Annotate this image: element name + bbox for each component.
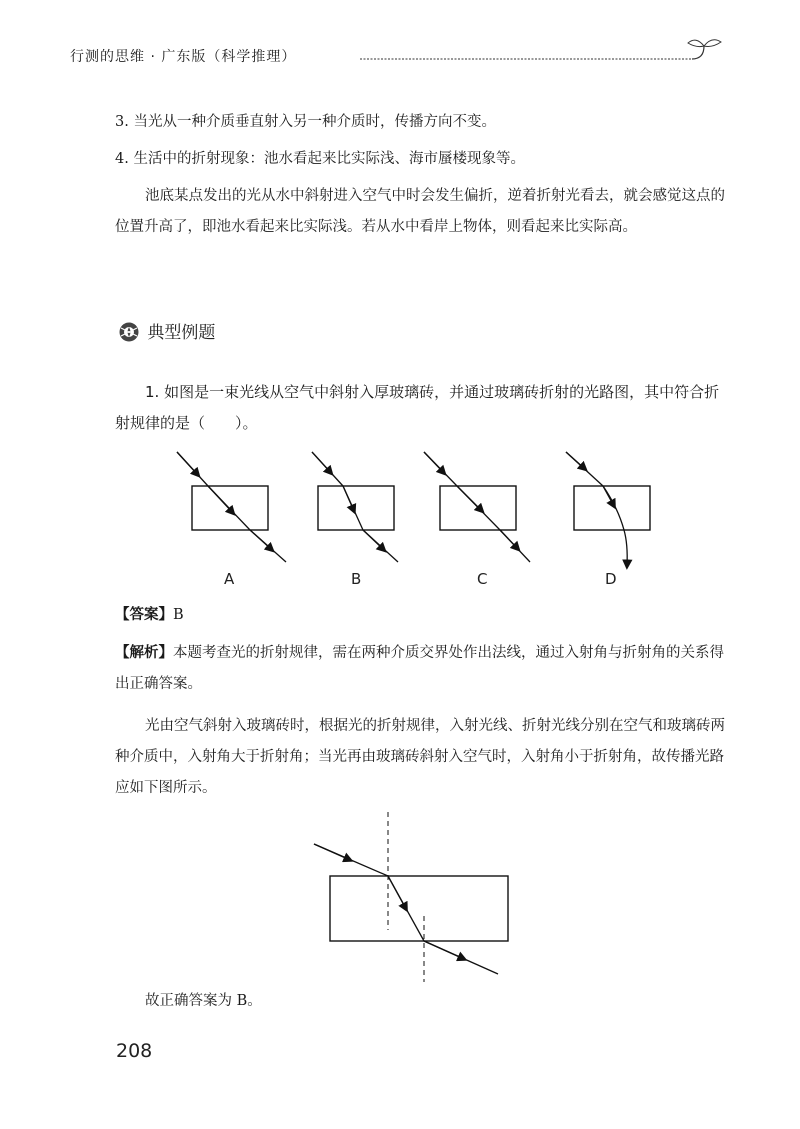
- solution-diagram: [300, 810, 520, 985]
- option-a-diagram: [177, 452, 286, 562]
- page-number: 208: [116, 1040, 153, 1062]
- question-text: 1. 如图是一束光线从空气中斜射入厚玻璃砖，并通过玻璃砖折射的光路图，其中符合折射规律的是（ ）。: [115, 383, 720, 432]
- conclusion: 故正确答案为 B。: [145, 993, 262, 1009]
- option-d-diagram: [566, 452, 650, 566]
- header-title: 行测的思维 · 广东版（科学推理）: [70, 49, 297, 65]
- choice-label-c: C: [477, 570, 488, 588]
- option-c-diagram: [424, 452, 530, 562]
- choice-label-b: B: [351, 570, 362, 588]
- answer-line: [115, 600, 725, 631]
- analysis-paragraph: [115, 638, 725, 700]
- analysis-text: 本题考查光的折射规律，需在两种介质交界处作出法线，通过入射角与折射角的关系得出正确答案。: [115, 645, 724, 692]
- point-3: 3. 当光从一种介质垂直射入另一种介质时，传播方向不变。: [115, 114, 496, 130]
- choice-label-d: D: [605, 570, 617, 588]
- leaf-icon: [688, 40, 704, 46]
- analysis-tag: 【解析】: [115, 645, 173, 661]
- point-4: 4. 生活中的折射现象：池水看起来比实际浅、海市蜃楼现象等。: [115, 151, 525, 167]
- analysis-detail: 光由空气斜射入玻璃砖时，根据光的折射规律，入射光线、折射光线分别在空气和玻璃砖两种介质中，入射角大于折射角；当光再由玻璃砖斜射入空气时，入射角小于折射角，故传播光路应如下图所示。: [115, 718, 725, 796]
- answer-tag: 【答案】: [115, 607, 173, 623]
- explain-paragraph: 池底某点发出的光从水中斜射进入空气中时会发生偏折，逆着折射光看去，就会感觉这点的位置升高了，即池水看起来比实际浅。若从水中看岸上物体，则看起来比实际高。: [115, 188, 725, 235]
- choice-label-a: A: [224, 570, 235, 588]
- option-b-diagram: [312, 452, 398, 562]
- section-title-text: 典型例题: [147, 323, 216, 343]
- answer-value: B: [173, 607, 184, 623]
- gear-badge-icon: [118, 321, 140, 343]
- section-title: [118, 318, 215, 343]
- options-diagram: [0, 440, 800, 575]
- running-header: [70, 38, 730, 78]
